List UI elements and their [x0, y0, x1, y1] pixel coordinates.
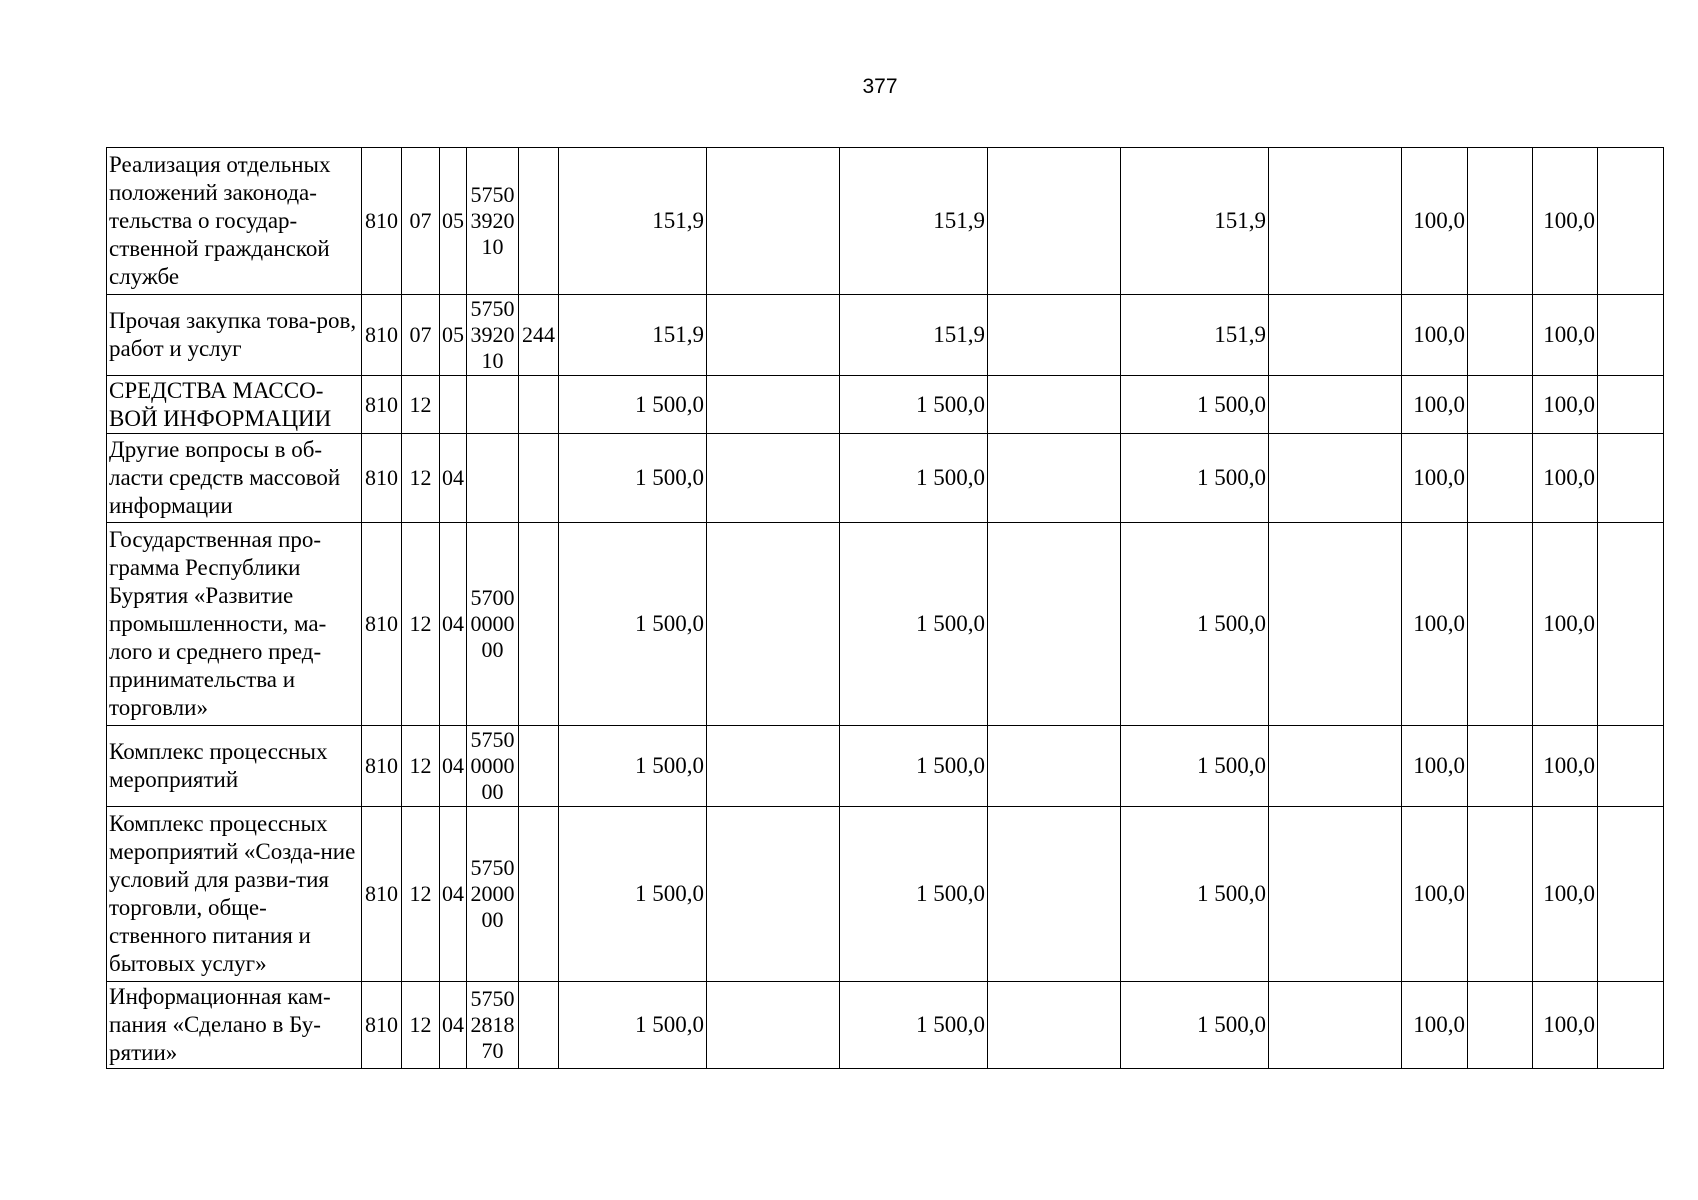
empty-cell — [1269, 807, 1402, 982]
percent-1: 100,0 — [1402, 148, 1468, 295]
amount-2: 151,9 — [840, 148, 988, 295]
amount-2: 1 500,0 — [840, 434, 988, 523]
empty-cell — [1598, 148, 1664, 295]
expense-type-code: 244 — [519, 295, 559, 376]
subsection-code: 05 — [440, 148, 467, 295]
grbs-code: 810 — [362, 807, 402, 982]
section-code: 12 — [402, 982, 440, 1069]
empty-cell — [707, 726, 840, 807]
target-article-code: 5700000000 — [467, 523, 519, 726]
empty-cell — [1468, 726, 1533, 807]
empty-cell — [707, 434, 840, 523]
empty-cell — [707, 148, 840, 295]
grbs-code: 810 — [362, 982, 402, 1069]
percent-2: 100,0 — [1533, 376, 1598, 434]
percent-2: 100,0 — [1533, 148, 1598, 295]
percent-1: 100,0 — [1402, 295, 1468, 376]
empty-cell — [1269, 148, 1402, 295]
row-name: Комплекс процессных мероприятий — [107, 726, 362, 807]
percent-2: 100,0 — [1533, 295, 1598, 376]
empty-cell — [988, 295, 1121, 376]
amount-3: 1 500,0 — [1121, 434, 1269, 523]
section-code: 07 — [402, 148, 440, 295]
amount-3: 1 500,0 — [1121, 982, 1269, 1069]
percent-1: 100,0 — [1402, 523, 1468, 726]
amount-1: 1 500,0 — [559, 807, 707, 982]
grbs-code: 810 — [362, 295, 402, 376]
table-row — [107, 726, 1664, 807]
row-name: Прочая закупка това-ров, работ и услуг — [107, 295, 362, 376]
section-code: 12 — [402, 434, 440, 523]
amount-1: 151,9 — [559, 295, 707, 376]
table-row — [107, 376, 1664, 434]
target-article-code: 5750392010 — [467, 295, 519, 376]
empty-cell — [707, 982, 840, 1069]
amount-1: 1 500,0 — [559, 376, 707, 434]
empty-cell — [1269, 523, 1402, 726]
page-number: 377 — [862, 75, 898, 98]
percent-1: 100,0 — [1402, 376, 1468, 434]
percent-1: 100,0 — [1402, 726, 1468, 807]
grbs-code: 810 — [362, 434, 402, 523]
empty-cell — [1598, 726, 1664, 807]
expense-type-code — [519, 148, 559, 295]
empty-cell — [1468, 523, 1533, 726]
grbs-code: 810 — [362, 148, 402, 295]
empty-cell — [988, 523, 1121, 726]
percent-2: 100,0 — [1533, 434, 1598, 523]
empty-cell — [1468, 376, 1533, 434]
table-row — [107, 434, 1664, 523]
empty-cell — [988, 807, 1121, 982]
row-name: Государственная про-грамма Республики Бурятия «Развитие промышленности, ма-лого и среднего пред-принимательства и торговли» — [107, 523, 362, 726]
empty-cell — [707, 807, 840, 982]
amount-2: 1 500,0 — [840, 982, 988, 1069]
amount-1: 1 500,0 — [559, 982, 707, 1069]
subsection-code: 04 — [440, 726, 467, 807]
expense-type-code — [519, 726, 559, 807]
section-code: 12 — [402, 376, 440, 434]
table-row — [107, 523, 1664, 726]
amount-2: 1 500,0 — [840, 523, 988, 726]
empty-cell — [1598, 295, 1664, 376]
row-name: Комплекс процессных мероприятий «Созда-ние условий для разви-тия торговли, обще-ственного питания и бытовых услуг» — [107, 807, 362, 982]
percent-2: 100,0 — [1533, 523, 1598, 726]
subsection-code — [440, 376, 467, 434]
empty-cell — [707, 295, 840, 376]
empty-cell — [1598, 807, 1664, 982]
empty-cell — [1269, 982, 1402, 1069]
section-code: 12 — [402, 523, 440, 726]
percent-1: 100,0 — [1402, 982, 1468, 1069]
target-article-code: 5750281870 — [467, 982, 519, 1069]
row-name: Другие вопросы в об-ласти средств массовой информации — [107, 434, 362, 523]
amount-1: 1 500,0 — [559, 726, 707, 807]
amount-1: 1 500,0 — [559, 434, 707, 523]
empty-cell — [707, 523, 840, 726]
expense-type-code — [519, 523, 559, 726]
amount-2: 1 500,0 — [840, 376, 988, 434]
table-row — [107, 807, 1664, 982]
amount-1: 151,9 — [559, 148, 707, 295]
amount-2: 1 500,0 — [840, 807, 988, 982]
empty-cell — [988, 376, 1121, 434]
empty-cell — [1598, 376, 1664, 434]
amount-3: 1 500,0 — [1121, 376, 1269, 434]
grbs-code: 810 — [362, 523, 402, 726]
section-code: 12 — [402, 807, 440, 982]
empty-cell — [1269, 726, 1402, 807]
empty-cell — [1269, 376, 1402, 434]
percent-1: 100,0 — [1402, 434, 1468, 523]
table-row — [107, 148, 1664, 295]
empty-cell — [1468, 982, 1533, 1069]
target-article-code: 5750200000 — [467, 807, 519, 982]
expense-type-code — [519, 807, 559, 982]
empty-cell — [988, 726, 1121, 807]
amount-2: 151,9 — [840, 295, 988, 376]
empty-cell — [1468, 148, 1533, 295]
row-name: Информационная кам-пания «Сделано в Бу-рятии» — [107, 982, 362, 1069]
empty-cell — [707, 376, 840, 434]
amount-3: 151,9 — [1121, 148, 1269, 295]
target-article-code: 5750392010 — [467, 148, 519, 295]
subsection-code: 04 — [440, 807, 467, 982]
subsection-code: 05 — [440, 295, 467, 376]
empty-cell — [1598, 434, 1664, 523]
budget-table — [106, 147, 1664, 1069]
target-article-code — [467, 434, 519, 523]
subsection-code: 04 — [440, 434, 467, 523]
expense-type-code — [519, 434, 559, 523]
empty-cell — [988, 982, 1121, 1069]
amount-3: 151,9 — [1121, 295, 1269, 376]
expense-type-code — [519, 982, 559, 1069]
amount-3: 1 500,0 — [1121, 807, 1269, 982]
grbs-code: 810 — [362, 376, 402, 434]
target-article-code: 5750000000 — [467, 726, 519, 807]
expense-type-code — [519, 376, 559, 434]
percent-2: 100,0 — [1533, 807, 1598, 982]
amount-3: 1 500,0 — [1121, 523, 1269, 726]
target-article-code — [467, 376, 519, 434]
empty-cell — [1468, 434, 1533, 523]
row-name: Реализация отдельных положений законода-тельства о государ-ственной гражданской службе — [107, 148, 362, 295]
subsection-code: 04 — [440, 982, 467, 1069]
empty-cell — [1269, 295, 1402, 376]
section-code: 12 — [402, 726, 440, 807]
percent-2: 100,0 — [1533, 982, 1598, 1069]
empty-cell — [988, 434, 1121, 523]
table-row — [107, 982, 1664, 1069]
table-row — [107, 295, 1664, 376]
section-code: 07 — [402, 295, 440, 376]
amount-1: 1 500,0 — [559, 523, 707, 726]
empty-cell — [1468, 295, 1533, 376]
subsection-code: 04 — [440, 523, 467, 726]
empty-cell — [1269, 434, 1402, 523]
amount-2: 1 500,0 — [840, 726, 988, 807]
empty-cell — [1468, 807, 1533, 982]
grbs-code: 810 — [362, 726, 402, 807]
empty-cell — [1598, 982, 1664, 1069]
empty-cell — [1598, 523, 1664, 726]
row-name: СРЕДСТВА МАССО-ВОЙ ИНФОРМАЦИИ — [107, 376, 362, 434]
percent-2: 100,0 — [1533, 726, 1598, 807]
percent-1: 100,0 — [1402, 807, 1468, 982]
amount-3: 1 500,0 — [1121, 726, 1269, 807]
empty-cell — [988, 148, 1121, 295]
